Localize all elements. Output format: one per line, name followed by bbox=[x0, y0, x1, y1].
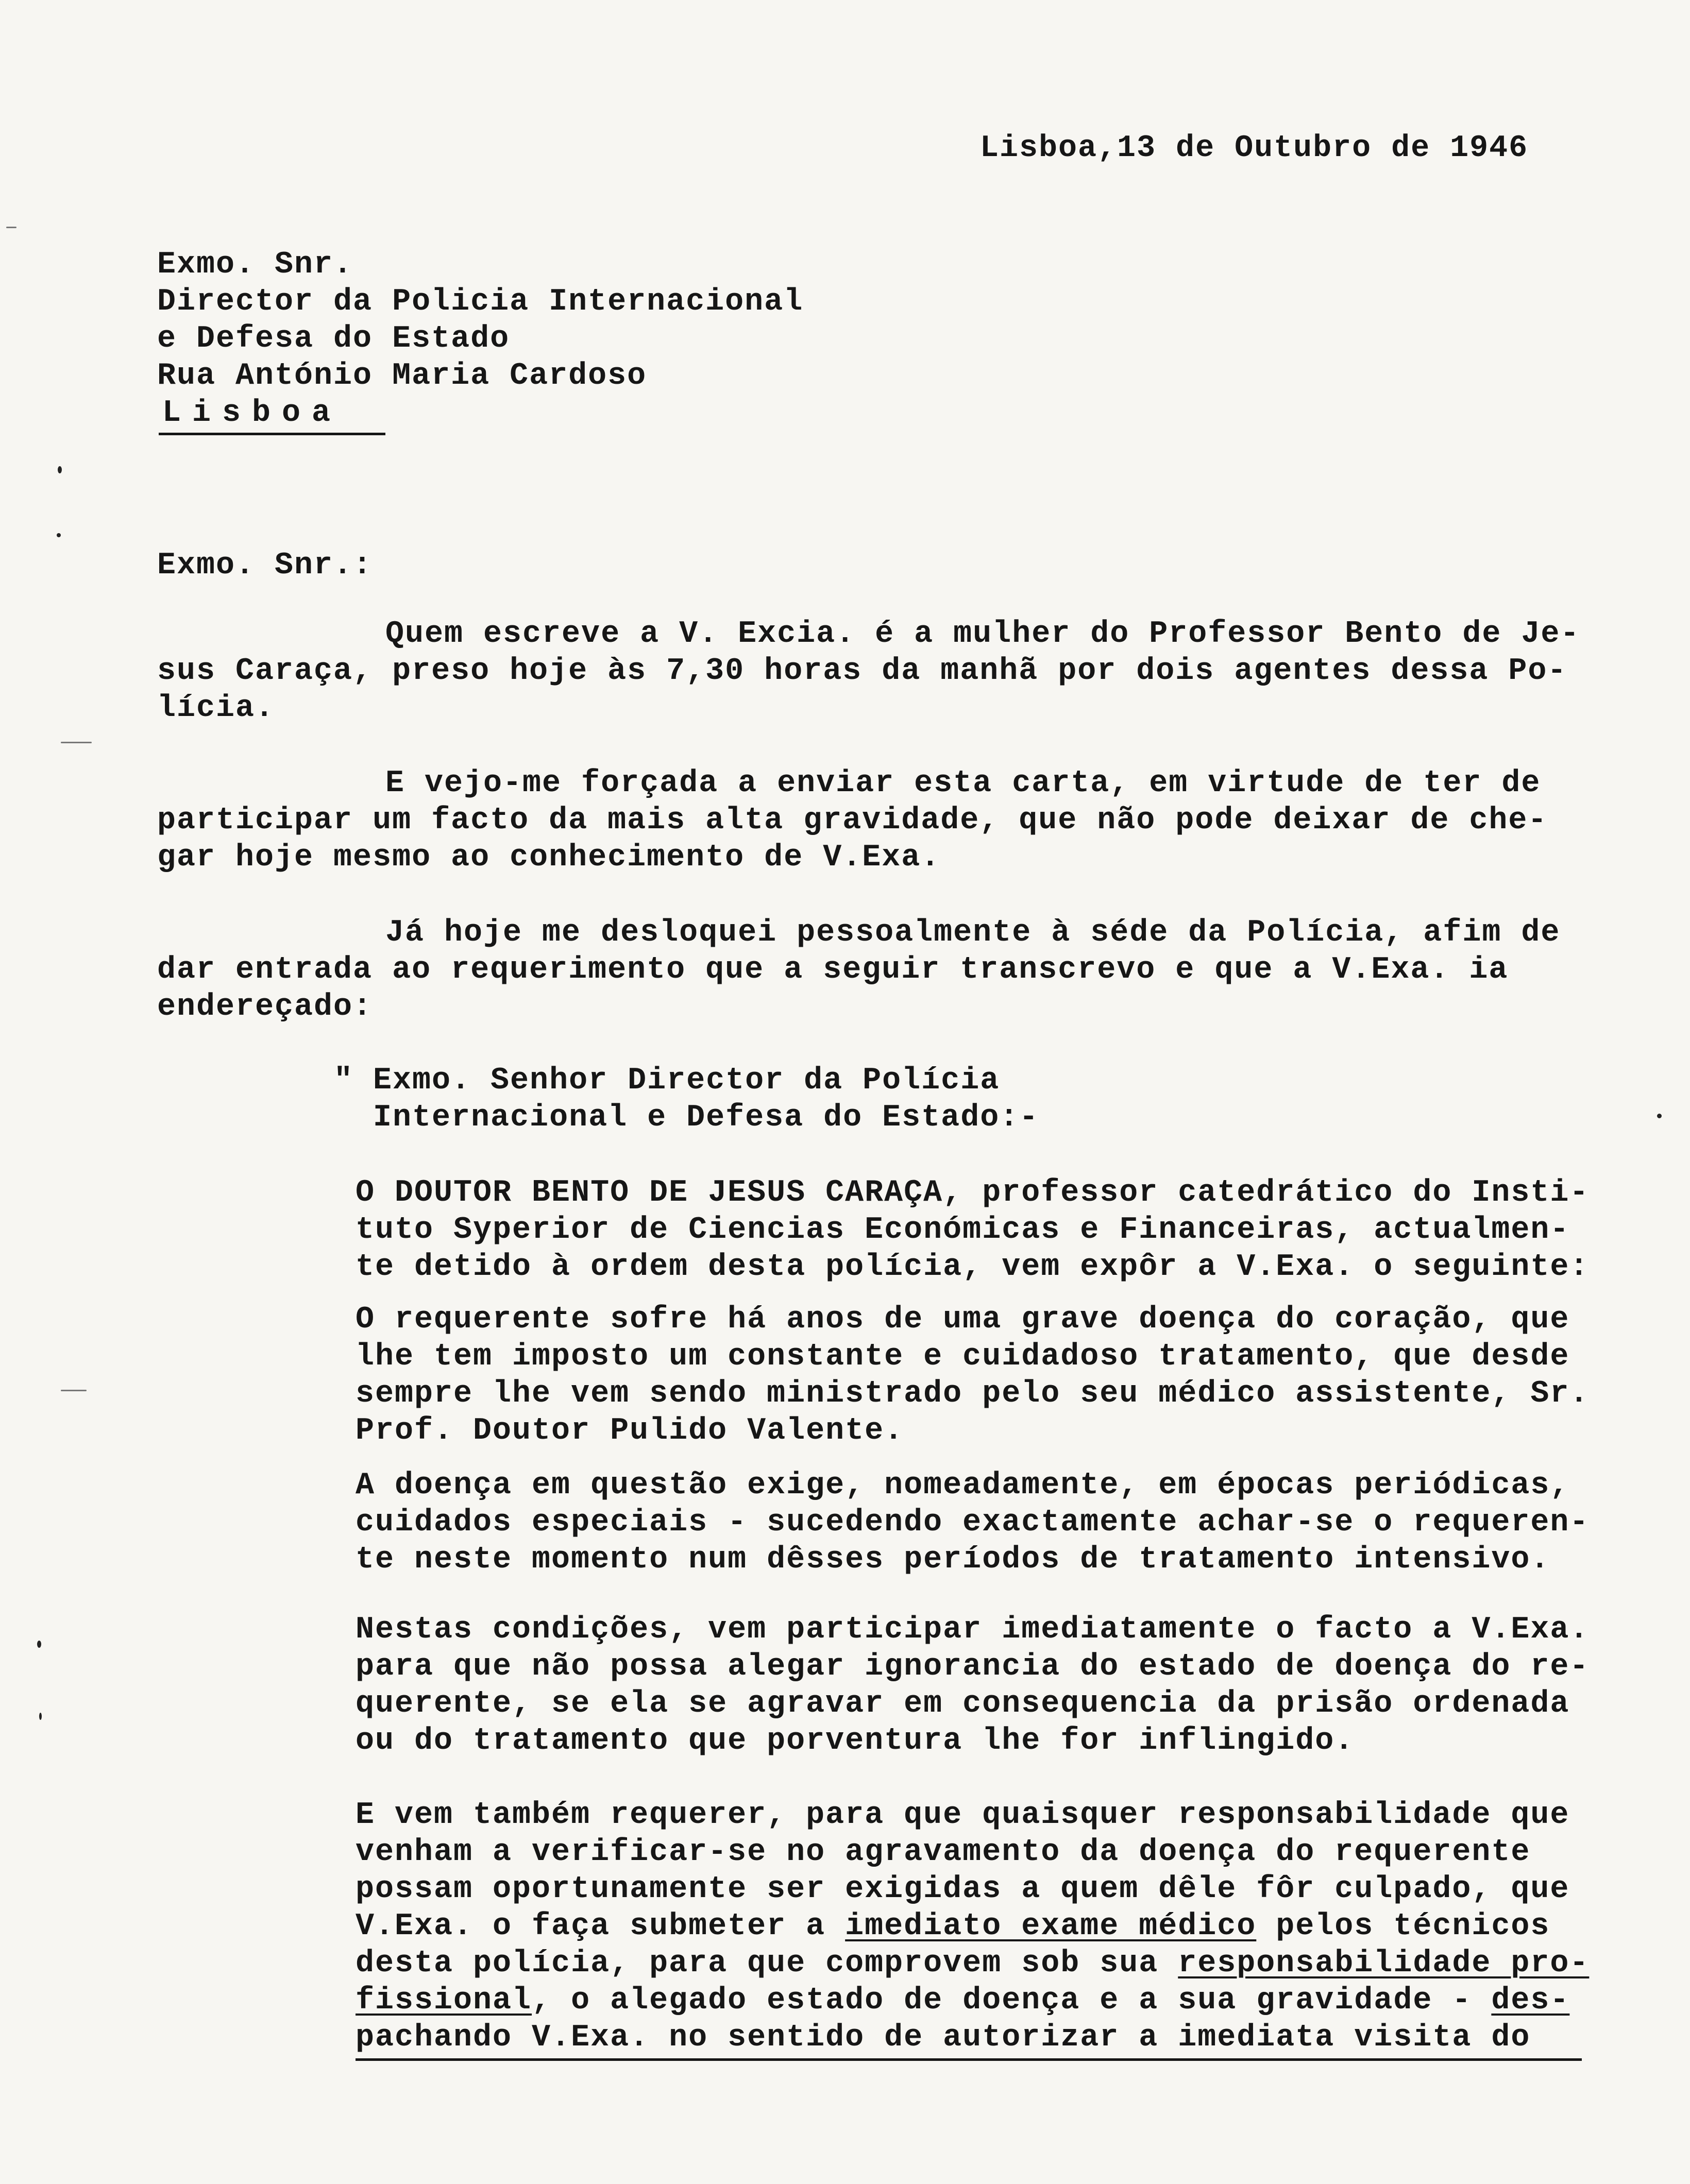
paragraph-2-line-1: E vejo-me forçada a enviar esta carta, em virtude de ter de bbox=[385, 766, 1541, 801]
petition-block-1-line-1: O DOUTOR BENTO DE JESUS CARAÇA, professor catedrático do Insti- bbox=[356, 1175, 1590, 1210]
petition-final-line-7: pachando V.Exa. no sentido de autorizar a imediata visita do bbox=[356, 2020, 1531, 2055]
paragraph-3-line-1: Já hoje me desloquei pessoalmente à séde da Polícia, afim de bbox=[385, 915, 1561, 950]
scan-speck bbox=[58, 466, 62, 473]
paragraph-3-line-3: endereçado: bbox=[157, 989, 373, 1025]
paragraph-3-line-2: dar entrada ao requerimento que a seguir transcrevo e que a V.Exa. ia bbox=[157, 952, 1509, 987]
addressee-line-2: e Defesa do Estado bbox=[157, 321, 510, 356]
paragraph-1-line-3: lícia. bbox=[157, 691, 275, 726]
scan-speck bbox=[39, 1713, 42, 1720]
petition-heading-line-1: " Exmo. Senhor Director da Polícia bbox=[334, 1063, 1000, 1098]
paragraph-1-line-1: Quem escreve a V. Excia. é a mulher do Professor Bento de Je- bbox=[385, 617, 1580, 652]
scan-speck bbox=[37, 1641, 41, 1648]
text-run: , o alegado estado de doença e a sua gravidade - bbox=[532, 1983, 1492, 2018]
text-run: pelos técnicos bbox=[1256, 1909, 1550, 1944]
petition-final-line-5 bbox=[356, 1945, 1589, 1982]
petition-heading-line-2: Internacional e Defesa do Estado:- bbox=[334, 1100, 1039, 1135]
scan-mark bbox=[61, 742, 92, 743]
petition-final-line-3: possam oportunamente ser exigidas a quem dêle fôr culpado, que bbox=[356, 1872, 1570, 1907]
petition-block-4-line-1: Nestas condições, vem participar imediatamente o facto a V.Exa. bbox=[356, 1612, 1590, 1647]
text-run: desta polícia, para que comprovem sob sua bbox=[356, 1946, 1178, 1981]
petition-block-2-line-3: sempre lhe vem sendo ministrado pelo seu médico assistente, Sr. bbox=[356, 1376, 1590, 1411]
paragraph-1-line-2: sus Caraça, preso hoje às 7,30 horas da manhã por dois agentes dessa Po- bbox=[157, 654, 1567, 689]
addressee-line-3: Rua António Maria Cardoso bbox=[157, 359, 647, 394]
underlined-exam-phrase: imediato exame médico bbox=[845, 1909, 1257, 1944]
petition-block-2-line-2: lhe tem imposto um constante e cuidadoso tratamento, que desde bbox=[356, 1339, 1570, 1374]
underlined-responsibility-phrase: responsabilidade pro- bbox=[1178, 1946, 1590, 1981]
text-run: V.Exa. o faça submeter a bbox=[356, 1909, 846, 1944]
underlined-professional-phrase: fissional bbox=[356, 1983, 532, 2018]
petition-final-line-1: E vem também requerer, para que quaisquer responsabilidade que bbox=[356, 1798, 1570, 1833]
petition-block-3-line-1: A doença em questão exige, nomeadamente, em épocas periódicas, bbox=[356, 1468, 1570, 1503]
petition-final-line-4 bbox=[356, 1908, 1550, 1945]
scan-mark bbox=[6, 227, 16, 228]
addressee-title: Exmo. Snr. bbox=[157, 247, 353, 282]
petition-block-4-line-4: ou do tratamento que porventura lhe for inflingido. bbox=[356, 1724, 1355, 1759]
addressee-city: Lisboa bbox=[162, 396, 342, 431]
city-underline bbox=[159, 433, 385, 435]
paragraph-2-line-3: gar hoje mesmo ao conhecimento de V.Exa. bbox=[157, 840, 941, 875]
paragraph-2-line-2: participar um facto da mais alta gravidade, que não pode deixar de che- bbox=[157, 803, 1548, 838]
scan-mark bbox=[61, 1390, 87, 1391]
petition-block-4-line-2: para que não possa alegar ignorancia do estado de doença do re- bbox=[356, 1649, 1590, 1684]
petition-block-1-line-2: tuto Syperior de Ciencias Económicas e Financeiras, actualmen- bbox=[356, 1213, 1570, 1248]
petition-block-2-line-4: Prof. Doutor Pulido Valente. bbox=[356, 1413, 904, 1448]
scan-speck bbox=[1657, 1114, 1662, 1118]
petition-block-3-line-2: cuidados especiais - sucedendo exactamente achar-se o requeren- bbox=[356, 1505, 1590, 1540]
salutation: Exmo. Snr.: bbox=[157, 548, 373, 583]
petition-block-3-line-3: te neste momento num dêsses períodos de tratamento intensivo. bbox=[356, 1542, 1550, 1577]
date-line: Lisboa,13 de Outubro de 1946 bbox=[980, 131, 1529, 166]
underlined-dispatch-phrase: des- bbox=[1491, 1983, 1570, 2018]
final-line-underline bbox=[356, 2058, 1582, 2061]
petition-final-line-2: venham a verificar-se no agravamento da doença do requerente bbox=[356, 1835, 1531, 1870]
petition-block-2-line-1: O requerente sofre há anos de uma grave doença do coração, que bbox=[356, 1302, 1570, 1337]
petition-block-1-line-3: te detido à ordem desta polícia, vem expôr a V.Exa. o seguinte: bbox=[356, 1250, 1590, 1285]
addressee-line-1: Director da Policia Internacional bbox=[157, 284, 804, 319]
scan-speck bbox=[57, 533, 61, 537]
petition-final-line-6 bbox=[356, 1982, 1569, 2019]
petition-block-4-line-3: querente, se ela se agravar em consequencia da prisão ordenada bbox=[356, 1686, 1570, 1721]
